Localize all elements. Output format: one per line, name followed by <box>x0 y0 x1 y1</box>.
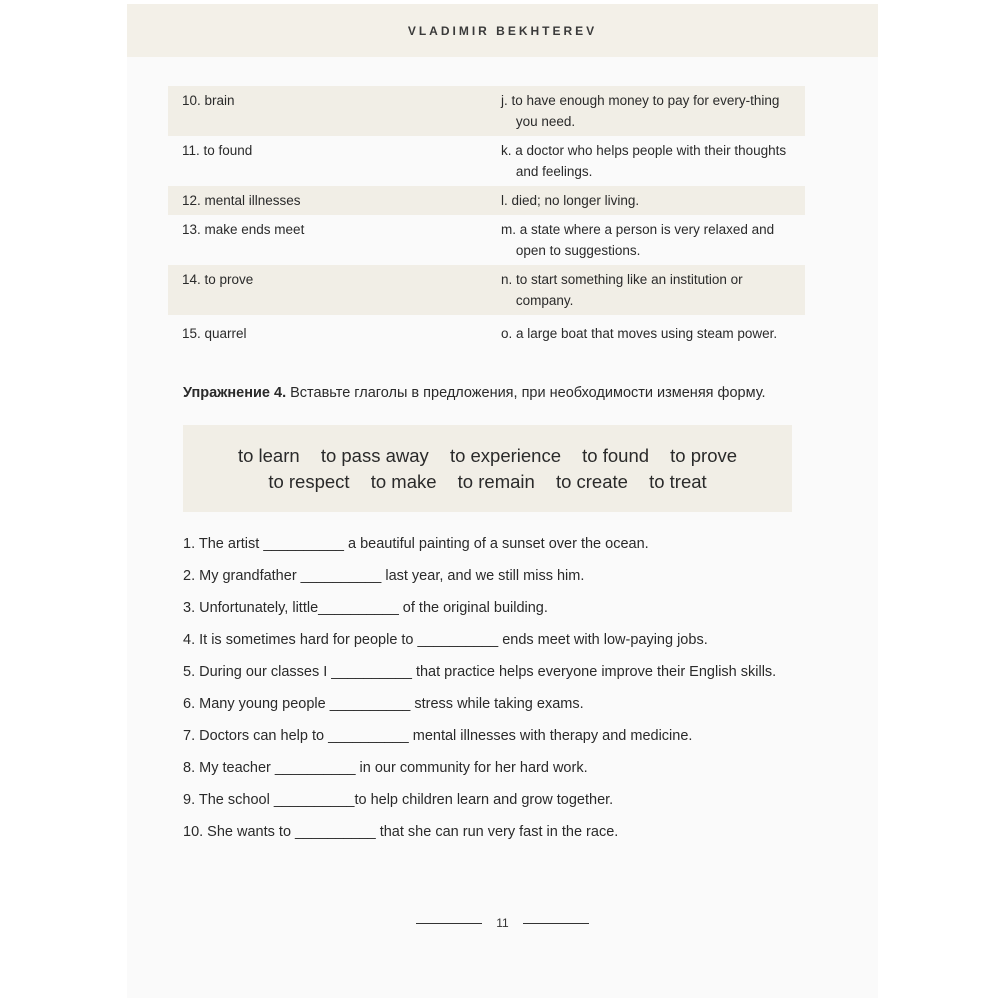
sentence-list <box>183 533 803 853</box>
verb-option: to learn <box>237 444 300 466</box>
vocab-definition: j. to have enough money to pay for every-thing you need. <box>501 93 780 129</box>
footer-rule-right <box>523 923 589 924</box>
sentence-item: 6. Many young people __________ stress while taking exams. <box>183 696 584 712</box>
verb-bank <box>183 425 792 512</box>
exercise-title <box>183 385 766 401</box>
sentence-item: 9. The school __________to help children learn and grow together. <box>183 792 614 808</box>
sentence-item: 4. It is sometimes hard for people to __________ ends meet with low-paying jobs. <box>183 632 708 648</box>
verb-option: to treat <box>649 470 707 492</box>
vocab-term: 12. mental illnesses <box>182 193 301 208</box>
author-name: VLADIMIR BEKHTEREV <box>407 23 598 38</box>
vocab-row <box>168 265 805 315</box>
vocabulary-table <box>168 86 805 348</box>
page-footer <box>127 916 878 930</box>
sentence-item: 1. The artist __________ a beautiful painting of a sunset over the ocean. <box>183 536 649 552</box>
verb-option: to experience <box>449 444 562 466</box>
vocab-term: 15. quarrel <box>182 326 247 341</box>
sentence-item: 10. She wants to __________ that she can run very fast in the race. <box>183 824 619 840</box>
sentence-item: 2. My grandfather __________ last year, and we still miss him. <box>183 568 585 584</box>
sentence-item: 5. During our classes I __________ that practice helps everyone improve their English skills. <box>183 664 777 680</box>
vocab-row <box>168 136 805 186</box>
vocab-term: 10. brain <box>182 93 235 108</box>
vocab-definition: l. died; no longer living. <box>501 193 640 208</box>
verb-option: to respect <box>268 470 350 492</box>
vocab-term: 14. to prove <box>182 272 254 287</box>
exercise-label: Упражнение 4. <box>183 385 287 401</box>
vocab-row <box>168 315 805 348</box>
verb-bank-line-1 <box>230 443 745 469</box>
verb-option: to pass away <box>320 444 429 466</box>
vocab-definition: m. a state where a person is very relaxed and open to suggestions. <box>501 222 775 258</box>
exercise-instruction: Вставьте глаголы в предложения, при необходимости изменяя форму. <box>290 385 766 401</box>
verb-option: to make <box>370 470 437 492</box>
verb-option: to create <box>555 470 628 492</box>
sentence-item: 3. Unfortunately, little__________ of the original building. <box>183 600 548 616</box>
sentence-item: 7. Doctors can help to __________ mental illnesses with therapy and medicine. <box>183 728 693 744</box>
vocab-definition: k. a doctor who helps people with their thoughts and feelings. <box>501 143 787 179</box>
page-number: 11 <box>496 916 509 930</box>
verb-option: to found <box>582 444 650 466</box>
vocab-term: 11. to found <box>182 143 253 158</box>
verb-option: to prove <box>670 444 738 466</box>
page <box>127 4 878 998</box>
vocab-term: 13. make ends meet <box>182 222 305 237</box>
vocab-definition: o. a large boat that moves using steam power. <box>501 326 778 341</box>
running-header <box>127 4 878 57</box>
sentence-item: 8. My teacher __________ in our community for her hard work. <box>183 760 588 776</box>
vocab-row <box>168 186 805 215</box>
verb-option: to remain <box>457 470 535 492</box>
vocab-definition: n. to start something like an institution or company. <box>501 272 743 308</box>
vocab-row <box>168 86 805 136</box>
vocab-row <box>168 215 805 265</box>
verb-bank-line-2 <box>260 469 714 495</box>
footer-rule-left <box>416 923 482 924</box>
